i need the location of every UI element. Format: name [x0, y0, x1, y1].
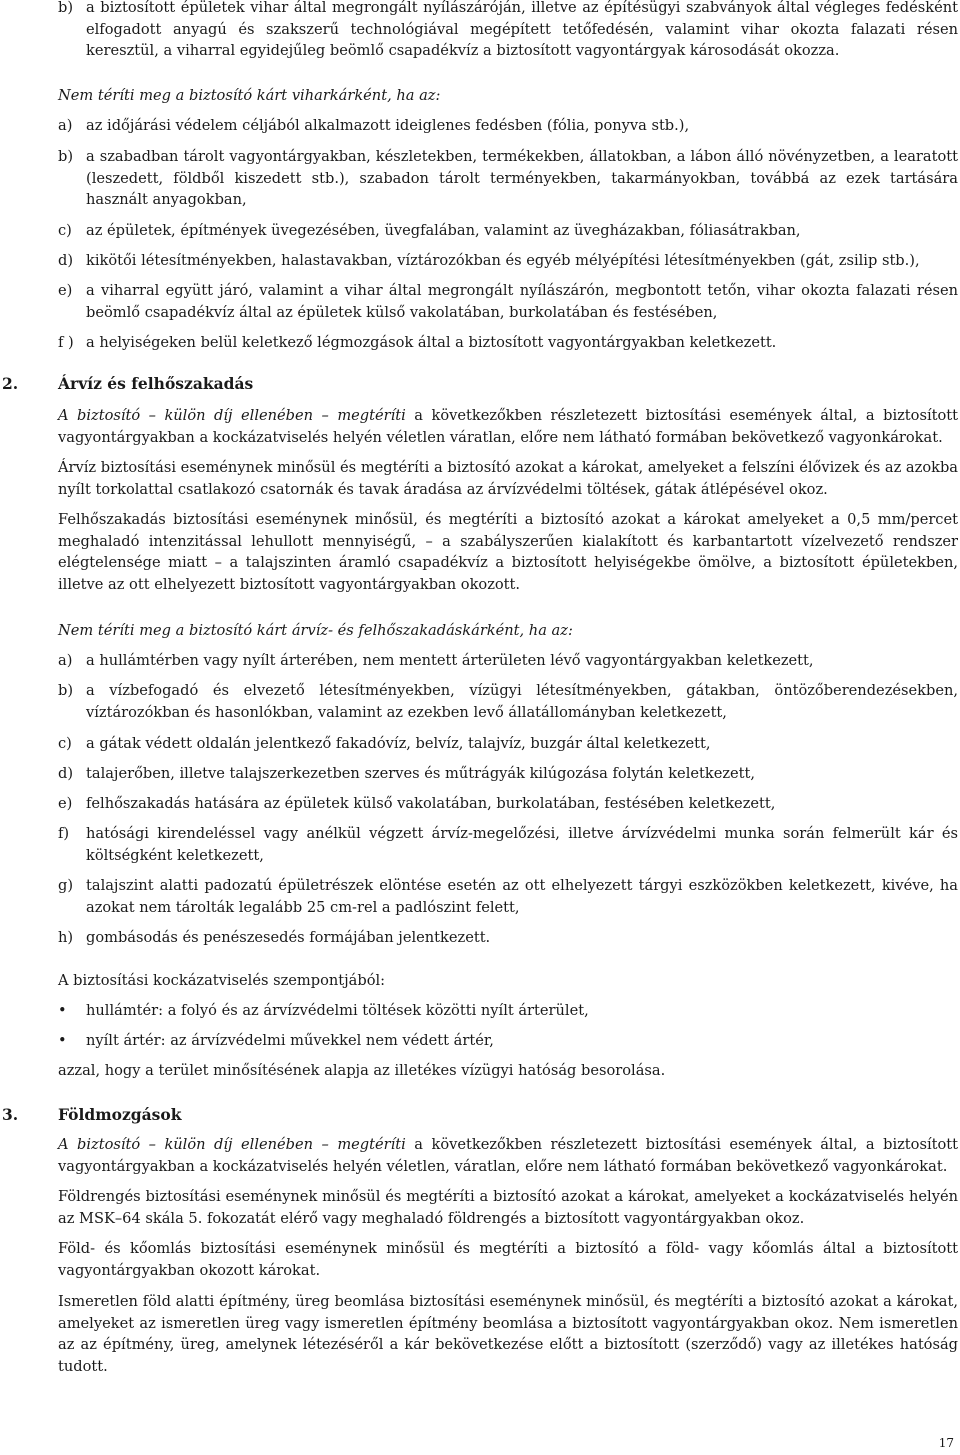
- list-item: [58, 763, 958, 785]
- paragraph: Földrengés biztosítási eseménynek minősül és megtéríti a biztosító azokat a károkat, amelyeket a kockázatviselés helyén az MSK–64 skála 5. fokozatát elérő vagy meghaladó földrengés a biztosított vagyontárgyakban okoz.: [58, 1188, 958, 1227]
- section-number: 2.: [2, 374, 19, 393]
- list-item-text: gombásodás és penészesedés formájában jelentkezett.: [86, 929, 491, 946]
- section-number: 3.: [2, 1105, 19, 1124]
- bullet-icon: •: [58, 1032, 67, 1049]
- section-intro-text: a következőkben részletezett biztosítási események által, a biztosított vagyontárgyakban a kockázatviselés helyén véletlen, váratlan, előre nem látható formában bekövetkező vagyonkárokat.: [58, 1136, 958, 1175]
- list-item: [58, 793, 958, 815]
- list-item-label: f ): [58, 334, 74, 351]
- bullet-text: nyílt ártér: az árvízvédelmi művekkel nem védett ártér,: [86, 1032, 494, 1049]
- list-item-label: g): [58, 877, 74, 894]
- list-item: [58, 280, 958, 323]
- list-item-text: a hullámtérben vagy nyílt árterében, nem mentett árterületen lévő vagyontárgyakban keletkezett,: [86, 652, 814, 669]
- list-item-label: c): [58, 222, 72, 239]
- storm-exclusions-intro: Nem téríti meg a biztosító kárt viharkárként, ha az:: [58, 87, 441, 104]
- bullet-text: hullámtér: a folyó és az árvízvédelmi töltések közötti nyílt árterület,: [86, 1002, 589, 1019]
- list-item-text: az időjárási védelem céljából alkalmazott ideiglenes fedésben (fólia, ponyva stb.),: [86, 117, 690, 134]
- list-item-label: f): [58, 825, 70, 842]
- list-item-label: e): [58, 282, 73, 299]
- paragraph: Árvíz biztosítási eseménynek minősül és megtéríti a biztosító azokat a károkat, amelyeket a felszíni élővizek és az azokba nyílt torkolattal csatlakozó csatornák és tavak áradása az árvízvédelmi töltések, gátak átlépésével okoz.: [58, 459, 958, 498]
- list-item: [58, 680, 958, 723]
- list-item-text: a gátak védett oldalán jelentkező fakadóvíz, belvíz, talajvíz, buzgár által keletkezett,: [86, 735, 711, 752]
- list-item-label: d): [58, 765, 74, 782]
- list-item: [58, 146, 958, 211]
- paragraph: Föld- és kőomlás biztosítási eseménynek minősül és megtéríti a biztosító a föld- vagy kőomlás által a biztosított vagyontárgyakban okozott károkat.: [58, 1240, 958, 1279]
- list-item: [58, 220, 958, 242]
- bullet-icon: •: [58, 1002, 67, 1019]
- list-item: [58, 875, 958, 918]
- section-heading: [2, 1104, 181, 1126]
- list-item-label: b): [58, 0, 74, 16]
- list-item-text: hatósági kirendeléssel vagy anélkül végzett árvíz-megelőzési, illetve árvízvédelmi munka során felmerült kár és költségként keletkezett,: [86, 825, 958, 864]
- page-number: 17: [938, 1436, 954, 1450]
- list-item: [58, 927, 958, 949]
- section-intro: [58, 405, 958, 448]
- list-item: [58, 332, 958, 354]
- list-item-label: a): [58, 652, 73, 669]
- list-item-label: h): [58, 929, 74, 946]
- paragraph: Ismeretlen föld alatti építmény, üreg beomlása biztosítási eseménynek minősül, és megtéríti a biztosító azokat a károkat, amelyeket az ismeretlen üreg vagy ismeretlen építmény beomlása a biztosított vagyontárgyakban okoz. Nem ismeretlen az az építmény, üreg, amelynek létezéséről a kár bekövetkezése előtt a biztosított (szerződő) vagy az illetékes hatóság tudott.: [58, 1293, 958, 1375]
- exclusions-intro: Nem téríti meg a biztosító kárt árvíz- és felhőszakadáskárként, ha az:: [58, 622, 573, 639]
- list-item-label: a): [58, 117, 73, 134]
- list-item-label: e): [58, 795, 73, 812]
- list-item-label: c): [58, 735, 72, 752]
- bullet-item: [58, 1000, 958, 1022]
- list-item-text: a biztosított épületek vihar által megrongált nyílászáróján, illetve az építésügyi szabványok által végleges fedésként elfogadott anyagú és szakszerű technológiával megépített tetőfedésén, valamint vihar okozta falazati résen keresztül, a viharral egyidejűleg beömlő csapadékvíz a biztosított vagyontárgyak károsodását okozza.: [86, 0, 958, 59]
- list-item-text: a szabadban tárolt vagyontárgyakban, készletekben, termékekben, állatokban, a lábon álló növényzetben, a learatott (leszedett, földből kiszedett stb.), szabadon tárolt terményekben, takarmányokban, továbbá az ezek tartására használt anyagokban,: [86, 148, 958, 208]
- list-item: [58, 0, 958, 62]
- list-item-text: az épületek, építmények üvegezésében, üvegfalában, valamint az üvegházakban, fóliasátrakban,: [86, 222, 801, 239]
- list-item-text: a vízbefogadó és elvezető létesítményekben, vízügyi létesítményekben, gátakban, öntözőberendezésekben, víztározókban és hasonlókban, valamint az ezekben levő állatállományban keletkezett,: [86, 682, 958, 721]
- list-item: [58, 650, 958, 672]
- section-title: Földmozgások: [58, 1105, 182, 1124]
- list-item-text: talajszint alatti padozatú épületrészek elöntése esetén az ott elhelyezett tárgyi eszközökben keletkezett, kivéve, ha azokat nem tárolták legalább 25 cm-rel a padlószint felett,: [86, 877, 958, 916]
- definitions-intro: A biztosítási kockázatviselés szempontjából:: [58, 972, 386, 989]
- bullet-item: [58, 1030, 958, 1052]
- list-item: [58, 823, 958, 866]
- list-item-text: a helyiségeken belül keletkező légmozgások által a biztosított vagyontárgyakban keletkezett.: [86, 334, 777, 351]
- section-intro-italic: A biztosító – külön díj ellenében – megtéríti: [58, 1136, 406, 1153]
- section-title: Árvíz és felhőszakadás: [58, 374, 254, 393]
- list-item: [58, 115, 958, 137]
- list-item-label: b): [58, 148, 74, 165]
- list-item: [58, 733, 958, 755]
- list-item-text: kikötői létesítményekben, halastavakban, víztározókban és egyéb mélyépítési létesítményekben (gát, zsilip stb.),: [86, 252, 920, 269]
- definitions-outro: azzal, hogy a terület minősítésének alapja az illetékes vízügyi hatóság besorolása.: [58, 1062, 666, 1079]
- paragraph: Felhőszakadás biztosítási eseménynek minősül, és megtéríti a biztosító azokat a károkat amelyeket a 0,5 mm/percet meghaladó intenzitással lehullott mennyiségű, – a szabályszerűen kialakított és karbantartott vízelvezető rendszer elégtelensége miatt – a talajszinten áramló csapadékvíz a biztosított helyiségekbe ömölve, a biztosított épületekben, illetve az ott elhelyezett biztosított vagyontárgyakban okozott.: [58, 511, 958, 593]
- list-item: [58, 250, 958, 272]
- section-intro-italic: A biztosító – külön díj ellenében – megtéríti: [58, 407, 406, 424]
- list-item-text: a viharral együtt járó, valamint a vihar által megrongált nyílászárón, megbontott tetőn, vihar okozta falazati résen beömlő csapadékvíz által az épületek külső vakolatában, burkolatában és festésében,: [86, 282, 958, 321]
- section-intro-text: a következőkben részletezett biztosítási események által, a biztosított vagyontárgyakban a kockázatviselés helyén véletlen váratlan, előre nem látható formában bekövetkező vagyonkárokat.: [58, 407, 958, 446]
- list-item-label: b): [58, 682, 74, 699]
- list-item-label: d): [58, 252, 74, 269]
- list-item-text: talajerőben, illetve talajszerkezetben szerves és műtrágyák kilúgozása folytán keletkezett,: [86, 765, 756, 782]
- list-item-text: felhőszakadás hatására az épületek külső vakolatában, burkolatában, festésében keletkezett,: [86, 795, 776, 812]
- section-heading: [2, 373, 253, 395]
- section-intro: [58, 1134, 958, 1177]
